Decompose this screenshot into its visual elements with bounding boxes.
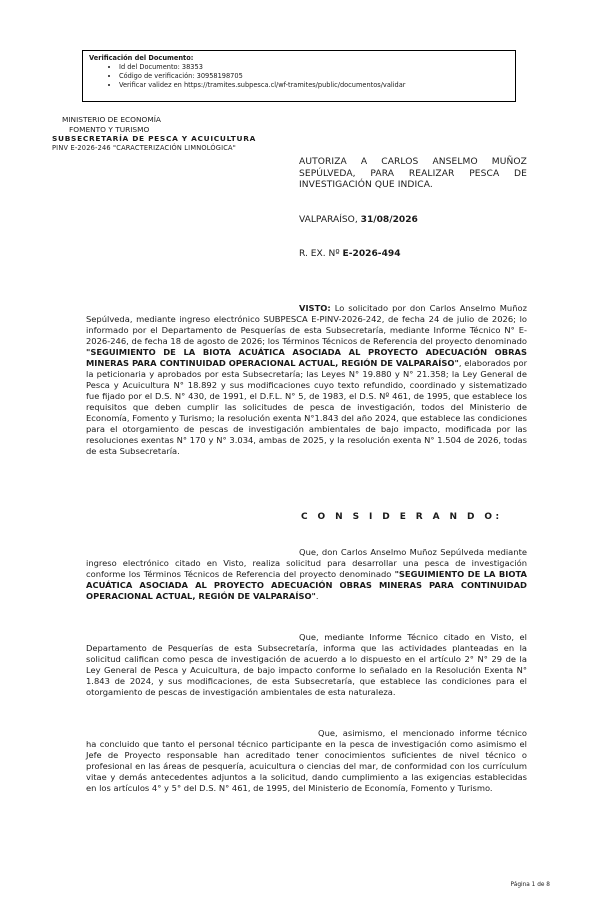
authorization-summary: AUTORIZA A CARLOS ANSELMO MUÑOZ SEPÚLVEDA, PARA REALIZAR PESCA DE INVESTIGACIÓN QUE INDICA. <box>299 157 527 191</box>
visto-paragraph: VISTO: Lo solicitado por don Carlos Anselmo Muñoz Sepúlveda, mediante ingreso electrónico SUBPESCA E-PINV-2026-242, de fecha 24 de julio de 2026; lo informado por el Departamento de Pesquerías de esta Subsecretaría, mediante Informe Técnico N° E-2026-246, de fecha 18 de agosto de 2026; los Términos Técnicos de Referencia del proyecto denominado "SEGUIMIENTO DE LA BIOTA ACUÁTICA ASOCIADA AL PROYECTO ADECUACIÓN OBRAS MINERAS PARA CONTINUIDAD OPERACIONAL ACTUAL, REGIÓN DE VALPARAÍSO", elaborados por la peticionaria y aprobados por esta Subsecretaría; las Leyes N° 19.880 y N° 21.358; la Ley General de Pesca y Acuicultura N° 18.892 y sus modificaciones cuyo texto refundido, coordinado y sistematizado fue fijado por el D.S. N° 430, de 1991, el D.F.L. N° 5, de 1983, el D.S. Nº 461, de 1995, que establece los requisitos que deben cumplir las solicitudes de pesca de investigación, todos del Ministerio de Economía, Fomento y Turismo; la resolución exenta N°1.843 del año 2024, que establece las condiciones para el otorgamiento de pescas de investigación ambientales de bajo impacto, modificada por las resoluciones exentas N° 170 y N° 3.034, ambas de 2025, y la resolución exenta N° 1.504 de 2026, todas de esta Subsecretaría. <box>86 303 527 457</box>
considerando-paragraph-3: Que, asimismo, el mencionado informe técnico ha concluido que tanto el personal técnico participante en la pesca de investigación como asimismo el Jefe de Proyecto responsable han acreditado tener conocimientos suficientes de nivel técnico o profesional en las áreas de pesquería, acuicultura o ciencias del mar, de conformidad con los currículum vitae y demás antecedentes adjuntos a la solicitud, dando cumplimiento a las exigencias establecidas en los artículos 4° y 5° del D.S. N° 461, de 1995, del Ministerio de Economía, Fomento y Turismo. <box>86 728 527 794</box>
date-value: 31/08/2026 <box>360 215 418 225</box>
subsecretariat-name: SUBSECRETARÍA DE PESCA Y ACUICULTURA <box>52 134 257 144</box>
date-prefix: VALPARAÍSO, <box>299 215 361 225</box>
page-number: Página 1 de 8 <box>510 882 550 888</box>
ministry-name: MINISTERIO DE ECONOMÍA <box>62 115 161 124</box>
ministry-header <box>52 115 256 153</box>
date-line <box>299 215 418 225</box>
considerando-heading: C O N S I D E R A N D O: <box>301 512 503 522</box>
resolution-value: E-2026-494 <box>342 249 401 259</box>
ministry-subname: FOMENTO Y TURISMO <box>69 124 150 134</box>
document-reference: PINV E-2026-246 "CARACTERIZACIÓN LIMNOLÓGICA" <box>52 143 236 152</box>
considerando-paragraph-2: Que, mediante Informe Técnico citado en Visto, el Departamento de Pesquerías de esta Subsecretaría, informa que las actividades planteadas en la solicitud califican como pesca de investigación de acuerdo a lo dispuesto en el artículo 2° N° 29 de la Ley General de Pesca y Acuicultura, de bajo impacto conforme lo señalado en la Resolución Exenta N° 1.843 de 2024, y sus modificaciones, de esta Subsecretaría, que establece las condiciones para el otorgamiento de pescas de investigación ambientales de esta naturaleza. <box>86 632 527 698</box>
resolution-number <box>299 249 401 259</box>
verification-document-id: • Id del Documento: 38353 <box>119 63 509 72</box>
considerando-project-name: "SEGUIMIENTO DE LA BIOTA ACUÁTICA ASOCIADA AL PROYECTO ADECUACIÓN OBRAS MINERAS PARA CONTINUIDAD OPERACIONAL ACTUAL, REGIÓN DE VALPARAÍSO" <box>86 569 527 602</box>
visto-project-name: "SEGUIMIENTO DE LA BIOTA ACUÁTICA ASOCIADA AL PROYECTO ADECUACIÓN OBRAS MINERAS PARA CONTINUIDAD OPERACIONAL ACTUAL, REGIÓN DE VALPARAÍSO" <box>86 347 527 369</box>
visto-label: VISTO: <box>299 303 331 313</box>
verification-box <box>82 50 516 102</box>
considerando-paragraph-1: Que, don Carlos Anselmo Muñoz Sepúlveda mediante ingreso electrónico citado en Visto, realiza solicitud para desarrollar una pesca de investigación conforme los Términos Técnicos de Referencia del proyecto denominado "SEGUIMIENTO DE LA BIOTA ACUÁTICA ASOCIADA AL PROYECTO ADECUACIÓN OBRAS MINERAS PARA CONTINUIDAD OPERACIONAL ACTUAL, REGIÓN DE VALPARAÍSO". <box>86 547 527 602</box>
resolution-prefix: R. EX. Nº <box>299 249 343 259</box>
verification-code: • Código de verificación: 30958198705 <box>119 72 509 81</box>
verification-list <box>89 63 509 90</box>
verification-title: Verificación del Documento: <box>89 54 194 62</box>
verification-link[interactable]: • Verificar validez en https://tramites.subpesca.cl/wf-tramites/public/documentos/validar <box>119 81 509 90</box>
